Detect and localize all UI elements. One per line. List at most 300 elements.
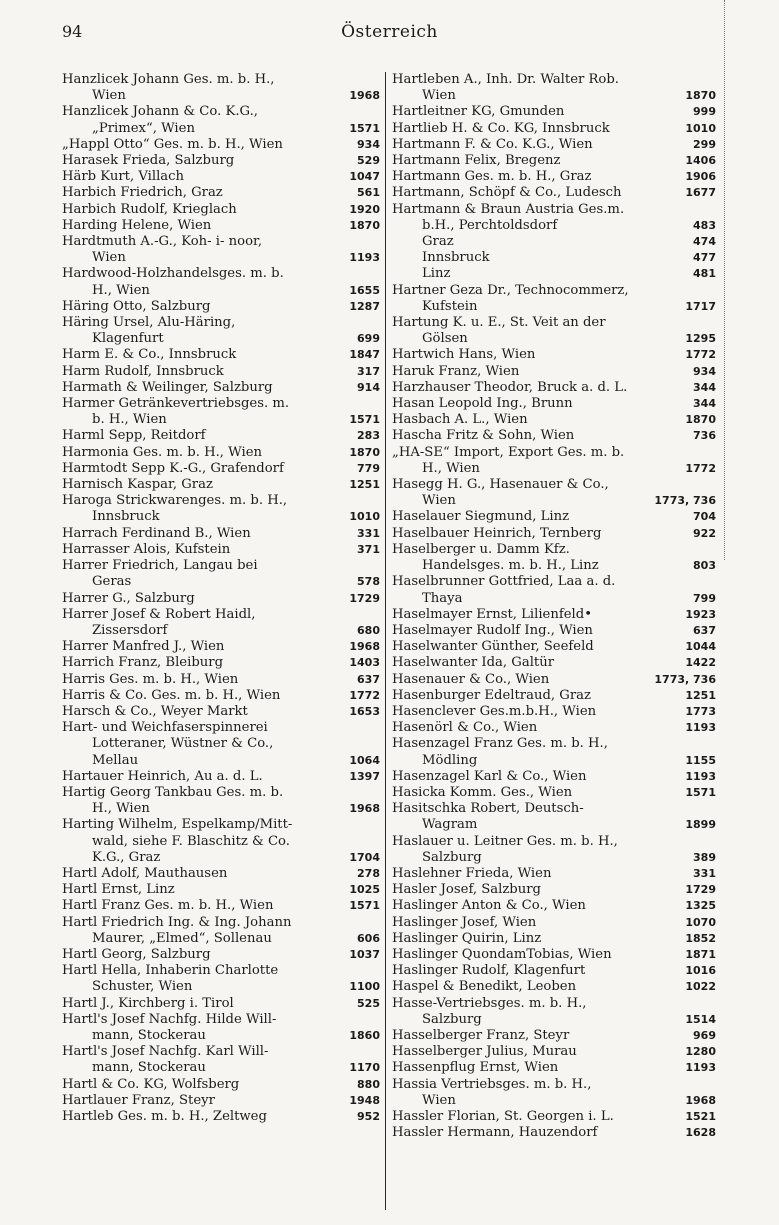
directory-entry	[392, 121, 716, 137]
entry-name: Hanzlicek Johann Ges. m. b. H.,	[62, 72, 275, 87]
directory-entry	[392, 996, 716, 1028]
entry-name: Harrer Manfred J., Wien	[62, 639, 225, 655]
page-header	[0, 22, 779, 46]
entry-continuation: Wien	[422, 493, 456, 509]
entry-name: Harris & Co. Ges. m. b. H., Wien	[62, 687, 281, 703]
entry-code: 1403	[349, 656, 380, 670]
entry-name: Harml Sepp, Reitdorf	[62, 428, 206, 444]
entry-code: 1047	[349, 170, 380, 184]
directory-entry	[62, 996, 380, 1012]
entry-code: 1899	[685, 818, 716, 832]
entry-code: 799	[693, 591, 716, 605]
directory-entry	[62, 947, 380, 963]
entry-name: Hartmann F. & Co. K.G., Wien	[392, 136, 593, 152]
directory-entry	[392, 834, 716, 866]
entry-continuation: Innsbruck	[92, 509, 160, 525]
entry-name: Haselmayer Rudolf Ing., Wien	[392, 622, 593, 638]
entry-name: Hartl Georg, Salzburg	[62, 946, 211, 962]
entry-name: Hartl Franz Ges. m. b. H., Wien	[62, 898, 274, 914]
entry-name: Harm Rudolf, Innsbruck	[62, 363, 224, 379]
entry-name: Harting Wilhelm, Espelkamp/Mitt-	[62, 817, 293, 833]
entry-code: 779	[357, 461, 380, 475]
directory-entry	[392, 185, 716, 201]
directory-entry	[392, 380, 716, 396]
left-column	[62, 72, 380, 1212]
entry-name: Hartlieb H. & Co. KG, Innsbruck	[392, 120, 610, 136]
directory-entry	[392, 428, 716, 444]
directory-entry	[392, 704, 716, 720]
directory-entry	[392, 672, 716, 688]
entry-name: Hartl's Josef Nachfg. Karl Will-	[62, 1044, 269, 1060]
entry-name: Hasse-Vertriebsges. m. b. H.,	[392, 995, 587, 1011]
directory-entry	[62, 882, 380, 898]
directory-entry	[392, 137, 716, 153]
directory-entry	[62, 445, 380, 461]
entry-continuation: b.H., Perchtoldsdorf	[422, 217, 558, 233]
entry-continuation: H., Wien	[422, 460, 480, 476]
entry-name: Haslinger QuondamTobias, Wien	[392, 946, 612, 962]
directory-entry	[392, 445, 716, 477]
entry-code: 1920	[349, 202, 380, 216]
entry-code: 680	[357, 623, 380, 637]
entry-code: 952	[357, 1110, 380, 1123]
directory-entry	[392, 412, 716, 428]
entry-code: 637	[693, 623, 716, 637]
entry-code: 1772	[349, 688, 380, 702]
entry-continuation: Graz	[422, 234, 454, 250]
entry-code: 1906	[685, 170, 716, 184]
entry-code: 1064	[349, 753, 380, 767]
directory-entry	[62, 380, 380, 396]
entry-name: Harrer Friedrich, Langau bei	[62, 558, 258, 574]
directory-entry	[62, 591, 380, 607]
directory-entry	[392, 655, 716, 671]
directory-entry	[62, 364, 380, 380]
directory-entry	[62, 963, 380, 995]
entry-continuation: Wien	[92, 88, 126, 104]
entry-name: Harasek Frieda, Salzburg	[62, 153, 235, 169]
entry-code: 1717	[685, 299, 716, 313]
entry-code: 1852	[685, 931, 716, 945]
directory-entry	[392, 477, 716, 509]
directory-entry	[62, 137, 380, 153]
entry-continuation: K.G., Graz	[92, 849, 161, 865]
entry-continuation: Thaya	[422, 590, 463, 606]
directory-entry	[62, 558, 380, 590]
entry-code: 1677	[685, 186, 716, 200]
entry-code: 344	[693, 380, 716, 394]
entry-code: 578	[357, 575, 380, 589]
directory-entry	[62, 704, 380, 720]
entry-name: Hasan Leopold Ing., Brunn	[392, 396, 573, 412]
directory-entry	[392, 526, 716, 542]
directory-entry	[392, 736, 716, 768]
entry-name: Hasselberger Franz, Steyr	[392, 1027, 570, 1043]
directory-entry	[62, 1093, 380, 1109]
entry-code: 1968	[685, 1093, 716, 1107]
directory-entry	[392, 283, 716, 315]
entry-code: 1773	[685, 704, 716, 718]
entry-code: 1325	[685, 899, 716, 913]
entry-code: 483	[693, 218, 716, 232]
entry-name: Hartmann & Braun Austria Ges.m.	[392, 201, 625, 217]
directory-entry	[392, 720, 716, 736]
entry-code: 999	[693, 105, 716, 119]
entry-code: 1514	[685, 1012, 716, 1026]
entry-name: Härb Kurt, Villach	[62, 169, 185, 185]
entry-name: Hasselberger Julius, Murau	[392, 1044, 577, 1060]
margin-rule	[724, 0, 726, 560]
entry-code: 1010	[349, 510, 380, 524]
entry-name: Hasicka Komm. Ges., Wien	[392, 784, 573, 800]
entry-name: Hassler Hermann, Hauzendorf	[392, 1125, 598, 1141]
entry-name: Hartwich Hans, Wien	[392, 347, 536, 363]
entry-code: 1870	[349, 445, 380, 459]
entry-code: 1772	[685, 348, 716, 362]
entry-code: 389	[693, 850, 716, 864]
directory-entry	[392, 169, 716, 185]
directory-entry	[62, 185, 380, 201]
entry-name: Hartleitner KG, Gmunden	[392, 104, 565, 120]
entry-code: 1193	[685, 769, 716, 783]
directory-entry	[62, 607, 380, 639]
entry-code: 1968	[349, 640, 380, 654]
entry-code: 1571	[349, 121, 380, 135]
directory-entry	[392, 509, 716, 525]
entry-name: Hartauer Heinrich, Au a. d. L.	[62, 768, 263, 784]
entry-code: 1773, 736	[654, 672, 716, 686]
entry-name: Hartl Friedrich Ing. & Ing. Johann	[62, 914, 292, 930]
entry-code: 317	[357, 364, 380, 378]
directory-entry	[62, 1044, 380, 1076]
entry-name: Hardtmuth A.-G., Koh- i- noor,	[62, 234, 263, 250]
entry-code: 331	[693, 866, 716, 880]
entry-name: Harmer Getränkevertriebsges. m.	[62, 396, 290, 412]
entry-name: Hartl & Co. KG, Wolfsberg	[62, 1076, 240, 1092]
directory-entry	[392, 1125, 716, 1141]
entry-code: 278	[357, 866, 380, 880]
entry-name: Hanzlicek Johann & Co. K.G.,	[62, 104, 258, 120]
entry-name: „Happl Otto“ Ges. m. b. H., Wien	[62, 136, 283, 152]
entry-continuation: Innsbruck	[422, 250, 490, 266]
directory-entry	[392, 396, 716, 412]
entry-name: Hasegg H. G., Hasenauer & Co.,	[392, 477, 609, 493]
entry-name: Hassenpflug Ernst, Wien	[392, 1060, 559, 1076]
entry-name: Harrach Ferdinand B., Wien	[62, 525, 251, 541]
entry-code: 481	[693, 267, 716, 281]
entry-continuation: Mödling	[422, 752, 478, 768]
entry-name: Hartmann Ges. m. b. H., Graz	[392, 169, 592, 185]
entry-name: Hartmann Felix, Bregenz	[392, 153, 561, 169]
entry-code: 704	[693, 510, 716, 524]
entry-name: Hartmann, Schöpf & Co., Ludesch	[392, 185, 622, 201]
entry-code: 1704	[349, 850, 380, 864]
entry-continuation: „Primex“, Wien	[92, 120, 195, 136]
entry-code: 1871	[685, 947, 716, 961]
directory-entry	[62, 1077, 380, 1093]
directory-entry	[62, 915, 380, 947]
entry-name: Harrasser Alois, Kufstein	[62, 541, 231, 557]
entry-name: Harm E. & Co., Innsbruck	[62, 347, 237, 363]
entry-name: Hartl's Josef Nachfg. Hilde Will-	[62, 1011, 277, 1027]
entry-code: 803	[693, 559, 716, 573]
directory-entry	[62, 688, 380, 704]
page-number: 94	[62, 22, 83, 41]
entry-continuation: Mellau	[92, 752, 139, 768]
entry-name: Haselberger u. Damm Kfz.	[392, 541, 570, 557]
entry-continuation: Linz	[422, 266, 451, 282]
entry-name: Hasenauer & Co., Wien	[392, 671, 550, 687]
directory-entry	[62, 639, 380, 655]
entry-code: 1193	[349, 251, 380, 265]
directory-entry	[392, 202, 716, 218]
directory-entry	[392, 72, 716, 104]
entry-code: 477	[693, 251, 716, 265]
entry-continuation: Geras	[92, 574, 132, 590]
entry-name: Harding Helene, Wien	[62, 217, 212, 233]
directory-entry	[62, 218, 380, 234]
directory-entry	[62, 785, 380, 817]
entry-name: Hardwood-Holzhandelsges. m. b.	[62, 266, 284, 282]
entry-name: Hasitschka Robert, Deutsch-	[392, 801, 584, 817]
entry-code: 1773, 736	[654, 494, 716, 508]
entry-name: Hascha Fritz & Sohn, Wien	[392, 428, 575, 444]
directory-entry	[62, 72, 380, 104]
entry-code: 1280	[685, 1045, 716, 1059]
directory-entry	[62, 526, 380, 542]
directory-entry	[62, 266, 380, 298]
entry-name: Hartl Ernst, Linz	[62, 882, 175, 898]
entry-code: 1655	[349, 283, 380, 297]
entry-code: 371	[357, 542, 380, 556]
entry-name: Hartl J., Kirchberg i. Tirol	[62, 995, 234, 1011]
directory-entry	[392, 364, 716, 380]
entry-code: 1948	[349, 1093, 380, 1107]
entry-name: Hartl Hella, Inhaberin Charlotte	[62, 963, 279, 979]
entry-code: 1287	[349, 299, 380, 313]
entry-code: 1628	[685, 1126, 716, 1140]
directory-entry	[392, 1028, 716, 1044]
entry-continuation: Maurer, „Elmed“, Sollenau	[92, 930, 272, 946]
entry-name: Harmtodt Sepp K.-G., Grafendorf	[62, 460, 284, 476]
directory-entry	[392, 639, 716, 655]
directory-entry	[392, 266, 716, 282]
entry-continuation: mann, Stockerau	[92, 1027, 206, 1043]
entry-continuation: Salzburg	[422, 1011, 482, 1027]
entry-code: 1193	[685, 1061, 716, 1075]
directory-entry	[62, 299, 380, 315]
directory-entry	[62, 428, 380, 444]
entry-name: Hassia Vertriebsges. m. b. H.,	[392, 1076, 592, 1092]
entry-name: Harmonia Ges. m. b. H., Wien	[62, 444, 262, 460]
entry-code: 1729	[685, 883, 716, 897]
directory-entry	[62, 672, 380, 688]
entry-code: 1422	[685, 656, 716, 670]
entry-code: 1847	[349, 348, 380, 362]
directory-entry	[62, 202, 380, 218]
directory-entry	[392, 234, 716, 250]
entry-code: 934	[693, 364, 716, 378]
directory-entry	[62, 104, 380, 136]
directory-entry	[62, 153, 380, 169]
entry-code: 1870	[685, 413, 716, 427]
entry-code: 699	[357, 332, 380, 346]
entry-name: Hartleb Ges. m. b. H., Zeltweg	[62, 1109, 267, 1124]
entry-code: 1022	[685, 980, 716, 994]
entry-continuation: Zissersdorf	[92, 622, 168, 638]
entry-code: 1653	[349, 704, 380, 718]
entry-name: Hartig Georg Tankbau Ges. m. b.	[62, 784, 284, 800]
entry-name: Harrer Josef & Robert Haidl,	[62, 606, 256, 622]
entry-name: Hasenclever Ges.m.b.H., Wien	[392, 703, 597, 719]
entry-continuation: Lotteraner, Wüstner & Co.,	[92, 736, 274, 752]
entry-name: Harzhauser Theodor, Bruck a. d. L.	[392, 379, 628, 395]
directory-entry	[392, 898, 716, 914]
page-title: Österreich	[341, 22, 438, 42]
entry-name: Hartner Geza Dr., Technocommerz,	[392, 282, 629, 298]
entry-continuation: H., Wien	[92, 282, 150, 298]
directory-entry	[392, 1044, 716, 1060]
entry-code: 283	[357, 429, 380, 443]
entry-code: 1968	[349, 802, 380, 816]
directory-entry	[62, 1109, 380, 1125]
entry-name: Harrer G., Salzburg	[62, 590, 195, 606]
entry-name: Häring Ursel, Alu-Häring,	[62, 315, 236, 331]
entry-code: 1870	[685, 89, 716, 103]
entry-continuation: Klagenfurt	[92, 331, 164, 347]
entry-name: Hasenzagel Franz Ges. m. b. H.,	[392, 736, 608, 752]
directory-entry	[62, 898, 380, 914]
entry-code: 331	[357, 526, 380, 540]
entry-name: Haslinger Rudolf, Klagenfurt	[392, 963, 586, 979]
directory-entry	[62, 1012, 380, 1044]
entry-continuation: Gölsen	[422, 331, 468, 347]
entry-name: Haruk Franz, Wien	[392, 363, 520, 379]
entry-name: Hasenburger Edeltraud, Graz	[392, 687, 591, 703]
entry-code: 344	[693, 397, 716, 411]
directory-entry	[392, 931, 716, 947]
directory-entry	[62, 461, 380, 477]
directory-entry	[62, 169, 380, 185]
entry-name: „HA-SE“ Import, Export Ges. m. b.	[392, 444, 625, 460]
entry-code: 606	[357, 931, 380, 945]
entry-continuation: wald, siehe F. Blaschitz & Co.	[92, 833, 290, 849]
directory-entry	[392, 979, 716, 995]
entry-name: Haselbrunner Gottfried, Laa a. d.	[392, 574, 616, 590]
entry-name: Hart- und Weichfaserspinnerei	[62, 720, 268, 736]
directory-entry	[392, 688, 716, 704]
entry-code: 299	[693, 137, 716, 151]
column-divider	[385, 72, 386, 1210]
directory-entry	[392, 1077, 716, 1109]
entry-name: Haselmayer Ernst, Lilienfeld•	[392, 606, 592, 622]
directory-entry	[62, 866, 380, 882]
entry-name: Hartung K. u. E., St. Veit an der	[392, 315, 606, 331]
entry-name: Harris Ges. m. b. H., Wien	[62, 671, 239, 687]
entry-name: Hartl Adolf, Mauthausen	[62, 865, 228, 881]
entry-code: 1571	[685, 785, 716, 799]
directory-entry	[392, 1109, 716, 1125]
entry-name: Harrich Franz, Bleiburg	[62, 655, 224, 671]
entry-code: 525	[357, 996, 380, 1010]
directory-entry	[392, 250, 716, 266]
directory-entry	[392, 801, 716, 833]
entry-name: Haslinger Josef, Wien	[392, 914, 537, 930]
entry-code: 880	[357, 1077, 380, 1091]
entry-code: 1010	[685, 121, 716, 135]
entry-name: Haselwanter Ida, Galtür	[392, 655, 555, 671]
directory-entry	[392, 963, 716, 979]
directory-entry	[392, 542, 716, 574]
directory-entry	[62, 720, 380, 769]
entry-name: Haselauer Siegmund, Linz	[392, 509, 570, 525]
directory-entry	[62, 655, 380, 671]
entry-code: 1571	[349, 899, 380, 913]
entry-code: 1295	[685, 332, 716, 346]
right-column	[392, 72, 716, 1212]
entry-code: 1406	[685, 154, 716, 168]
directory-entry	[62, 234, 380, 266]
entry-code: 969	[693, 1028, 716, 1042]
entry-code: 1729	[349, 591, 380, 605]
entry-name: Haselwanter Günther, Seefeld	[392, 639, 594, 655]
directory-entry	[62, 769, 380, 785]
entry-continuation: Schuster, Wien	[92, 979, 193, 995]
entry-name: Harbich Friedrich, Graz	[62, 185, 223, 201]
entry-code: 1251	[349, 478, 380, 492]
entry-name: Harbich Rudolf, Krieglach	[62, 201, 237, 217]
entry-name: Haspel & Benedikt, Leoben	[392, 979, 577, 995]
entry-name: Harnisch Kaspar, Graz	[62, 477, 213, 493]
entry-continuation: H., Wien	[92, 801, 150, 817]
entry-name: Harsch & Co., Weyer Markt	[62, 703, 248, 719]
entry-name: Haroga Strickwarenges. m. b. H.,	[62, 493, 288, 509]
directory-entry	[62, 396, 380, 428]
entry-code: 474	[693, 235, 716, 249]
entry-name: Haslinger Quirin, Linz	[392, 930, 542, 946]
entry-code: 1968	[349, 89, 380, 103]
entry-code: 1521	[685, 1110, 716, 1123]
entry-code: 1251	[685, 688, 716, 702]
directory-entry	[392, 218, 716, 234]
directory-entry	[62, 493, 380, 525]
entry-name: Hasbach A. L., Wien	[392, 412, 528, 428]
entry-code: 561	[357, 186, 380, 200]
directory-entry	[62, 477, 380, 493]
entry-code: 1170	[349, 1061, 380, 1075]
directory-entry	[392, 153, 716, 169]
entry-code: 1193	[685, 721, 716, 735]
entry-name: Hasenörl & Co., Wien	[392, 720, 538, 736]
entry-name: Haslauer u. Leitner Ges. m. b. H.,	[392, 833, 618, 849]
entry-code: 1870	[349, 218, 380, 232]
entry-continuation: Kufstein	[422, 298, 478, 314]
entry-code: 934	[357, 137, 380, 151]
entry-name: Harmath & Weilinger, Salzburg	[62, 379, 273, 395]
entry-name: Haslehner Frieda, Wien	[392, 865, 552, 881]
entry-code: 1037	[349, 947, 380, 961]
entry-code: 922	[693, 526, 716, 540]
directory-entry	[392, 947, 716, 963]
entry-name: Hartlauer Franz, Steyr	[62, 1092, 215, 1108]
entry-code: 529	[357, 154, 380, 168]
entry-continuation: Handelsges. m. b. H., Linz	[422, 558, 599, 574]
entry-continuation: Salzburg	[422, 849, 482, 865]
directory-entry	[62, 347, 380, 363]
entry-code: 1397	[349, 769, 380, 783]
directory-entry	[392, 607, 716, 623]
entry-code: 637	[357, 672, 380, 686]
